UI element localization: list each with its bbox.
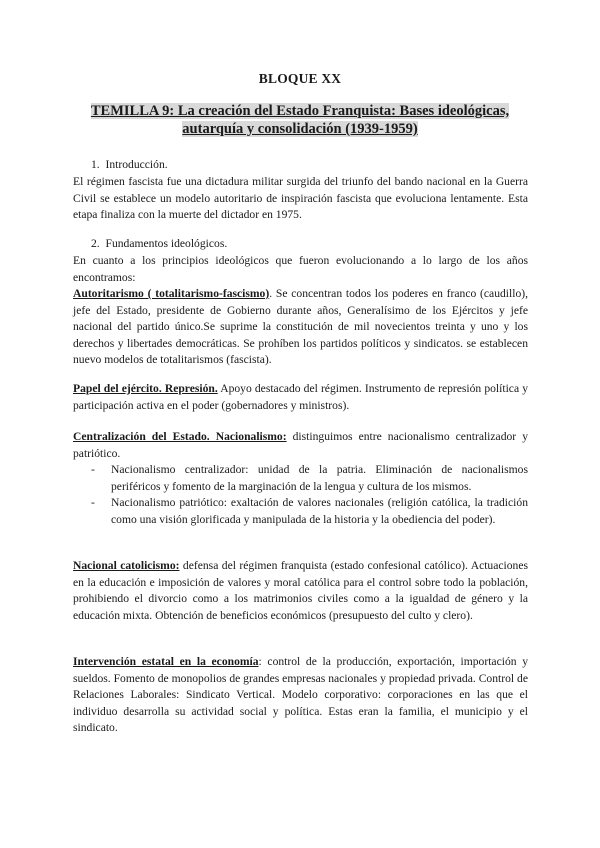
intro-heading-text: Introducción. (105, 158, 168, 171)
centralizacion-paragraph (73, 429, 528, 462)
list-item: - Nacionalismo patriótico: exaltación de valores nacionales (religión católica, la tradición como una visión glorificada y manipulada de la historia y la obediencia del poder). (111, 495, 528, 528)
ejercito-text: Apoyo destacado del régimen. Instrumento de represión política y participación activa en el poder (gobernadores y ministros). (73, 382, 529, 412)
intro-heading (73, 157, 528, 174)
autoritarismo-label: Autoritarismo ( totalitarismo-fascismo) (73, 287, 270, 300)
ejercito-paragraph (73, 381, 528, 414)
subtitle-text: TEMILLA 9: La creación del Estado Franquista: Bases ideológicas, autarquía y consolidación (1939-1959) (90, 103, 510, 137)
intervencion-text: : control de la producción, exportación, importación y sueldos. Fomento de monopolios de grandes empresas nacionales y propiedad privada. Control de Relaciones Laborales: Sindicato Vertical. Modelo corporativo: corporaciones en las que el individuo desarrolla su actividad social y política. Estas eran la familia, el municipio y el sindicato. (73, 655, 528, 735)
centralizacion-block (73, 429, 528, 529)
catolicismo-paragraph (73, 558, 528, 624)
catolicismo-text: defensa del régimen franquista (estado confesional católico). Actuaciones en la educación e imposición de valores y moral católica para el control sobre todo la población, prohibiendo el divorcio como a los matrimonios civiles como a la igualdad de género y la educación mixta. Obtención de beneficios económicos (presupuesto del culto y clero). (73, 559, 528, 622)
intervencion-label: Intervención estatal en la economía (73, 655, 259, 668)
document-subtitle (60, 102, 540, 138)
fundamentos-paragraph: En cuanto a los principios ideológicos que fueron evolucionando a lo largo de los años encontramos: (73, 254, 528, 284)
intro-paragraph: El régimen fascista fue una dictadura militar surgida del triunfo del bando nacional en la Guerra Civil se establece un modelo autoritario de inspiración fascista que evoluciona lentamente. Esta etapa finaliza con la muerte del dictador en 1975. (73, 175, 528, 222)
intro-number: 1. (91, 158, 100, 171)
centralizacion-label: Centralización del Estado. Nacionalismo: (73, 430, 287, 443)
autoritarismo-text: . Se concentran todos los poderes en franco (caudillo), jefe del Estado, presidente de Gobierno durante años, Generalísimo de los Ejércitos y jefe nacional del partido único.Se suprime la constitución de mil novecientos treinta y uno y los derechos y libertades democráticas. Se prohíben los partidos políticos y sindicatos. se establecen nuevo modelos de totalitarismos (fascista). (73, 287, 529, 367)
ejercito-label: Papel del ejército. Represión. (73, 382, 218, 395)
centralizacion-text: distinguimos entre nacionalismo centralizador y patriótico. (73, 430, 528, 460)
fundamentos-heading (73, 236, 528, 253)
page-title: BLOQUE XX (258, 71, 342, 86)
nationalism-list (73, 462, 528, 528)
intervencion-paragraph (73, 654, 528, 737)
catolicismo-label: Nacional catolicismo: (73, 559, 180, 572)
autoritarismo-paragraph (73, 286, 528, 369)
list-item: - Nacionalismo centralizador: unidad de la patria. Eliminación de nacionalismos periféricos y fomento de la marginación de la lengua y cultura de los mismos. (111, 462, 528, 495)
fundamentos-number: 2. (91, 237, 100, 250)
fundamentos-heading-text: Fundamentos ideológicos. (105, 237, 228, 250)
